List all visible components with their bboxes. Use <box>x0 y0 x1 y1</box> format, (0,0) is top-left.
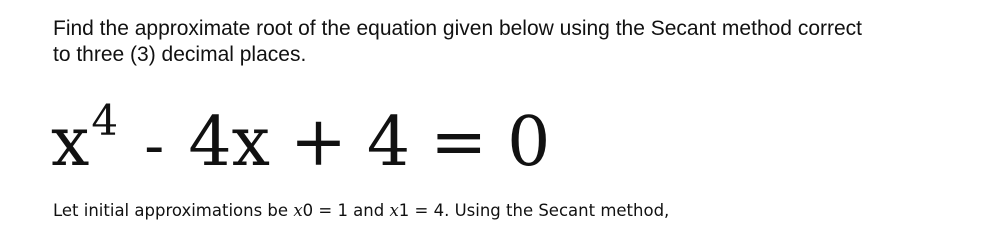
initial-approximations-note <box>53 199 669 223</box>
note-cond-x0: 0 = 1 and <box>302 201 390 220</box>
equation-equals: = <box>430 103 488 182</box>
question-line-2: to three (3) decimal places. <box>53 43 307 66</box>
equation-term-2: 4x <box>188 103 270 182</box>
question-text <box>53 16 978 68</box>
question-line-1: Find the approximate root of the equation given below using the Secant method correct <box>53 17 862 40</box>
equation-base: x <box>51 103 90 182</box>
note-cond-x1: 1 = 4. Using the Secant method, <box>398 201 670 220</box>
note-var-x1: x <box>389 201 399 220</box>
equation-constant: 4 <box>366 103 411 182</box>
equation-minus: - <box>144 114 165 179</box>
note-var-x0: x <box>293 201 303 220</box>
equation-rhs: 0 <box>507 103 551 182</box>
equation-exponent: 4 <box>91 96 119 145</box>
equation-plus: + <box>289 103 347 182</box>
note-prefix: Let initial approximations be <box>53 201 294 220</box>
equation <box>51 98 550 188</box>
